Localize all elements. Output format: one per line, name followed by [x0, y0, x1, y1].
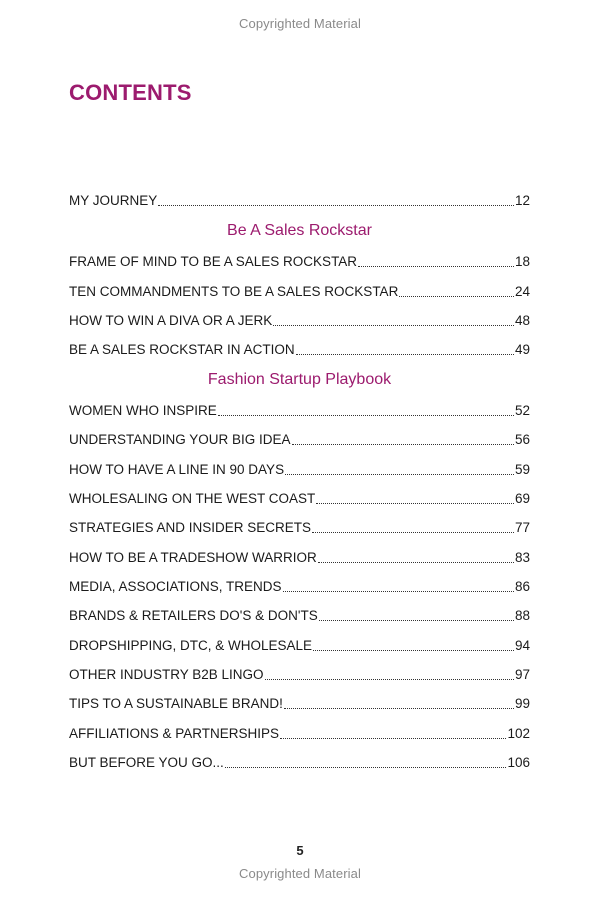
- dot-leader: [280, 737, 506, 739]
- copyright-watermark-bottom: Copyrighted Material: [239, 866, 361, 881]
- dot-leader: [218, 414, 514, 416]
- toc-entry[interactable]: [69, 665, 530, 685]
- toc-entry-page: 48: [514, 313, 530, 328]
- dot-leader: [225, 766, 507, 768]
- toc-entry[interactable]: [69, 636, 530, 656]
- section-heading: Fashion Startup Playbook: [207, 371, 392, 388]
- toc-entry-page: 102: [507, 726, 530, 741]
- toc-entry[interactable]: [69, 430, 530, 450]
- toc-entry-label: FRAME OF MIND TO BE A SALES ROCKSTAR: [69, 254, 358, 269]
- toc-entry-label: TEN COMMANDMENTS TO BE A SALES ROCKSTAR: [69, 284, 399, 299]
- toc-entry[interactable]: [69, 252, 530, 272]
- dot-leader: [318, 561, 514, 563]
- toc-entry-label: BE A SALES ROCKSTAR IN ACTION: [69, 342, 295, 357]
- toc-entry[interactable]: [69, 311, 530, 331]
- toc-entry[interactable]: [69, 489, 530, 509]
- toc-entry-page: 99: [514, 696, 530, 711]
- toc-entry[interactable]: [69, 191, 530, 211]
- toc-entry[interactable]: [69, 282, 530, 302]
- toc-entry-page: 18: [514, 254, 530, 269]
- toc-entry-page: 77: [514, 520, 530, 535]
- toc-entry[interactable]: [69, 577, 530, 597]
- dot-leader: [319, 619, 514, 621]
- toc-entry-page: 52: [514, 403, 530, 418]
- toc-entry-label: MEDIA, ASSOCIATIONS, TRENDS: [69, 579, 282, 594]
- toc-entry-page: 94: [514, 638, 530, 653]
- toc-entry-label: TIPS TO A SUSTAINABLE BRAND!: [69, 696, 283, 711]
- toc-entry-page: 49: [514, 342, 530, 357]
- toc-entry[interactable]: [69, 724, 530, 744]
- toc-entry-label: HOW TO HAVE A LINE IN 90 DAYS: [69, 462, 285, 477]
- toc-entry-label: STRATEGIES AND INSIDER SECRETS: [69, 520, 312, 535]
- toc-entry-page: 59: [514, 462, 530, 477]
- page-title: CONTENTS: [69, 80, 192, 105]
- dot-leader: [312, 531, 514, 533]
- toc-entry-page: 24: [514, 284, 530, 299]
- toc-entry-page: 83: [514, 550, 530, 565]
- page-number: 5: [296, 843, 304, 858]
- toc-entry-label: HOW TO BE A TRADESHOW WARRIOR: [69, 550, 317, 565]
- dot-leader: [316, 502, 514, 504]
- copyright-watermark-top: Copyrighted Material: [239, 16, 361, 31]
- toc-entry-label: MY JOURNEY: [69, 193, 158, 208]
- dot-leader: [273, 324, 514, 326]
- toc-entry-label: HOW TO WIN A DIVA OR A JERK: [69, 313, 273, 328]
- toc-entry-label: BUT BEFORE YOU GO...: [69, 755, 224, 770]
- dot-leader: [283, 590, 514, 592]
- toc-entry-page: 12: [514, 193, 530, 208]
- dot-leader: [284, 707, 514, 709]
- toc-entry[interactable]: [69, 753, 530, 773]
- toc-entry[interactable]: [69, 401, 530, 421]
- toc-entry-page: 86: [514, 579, 530, 594]
- toc-entry-page: 106: [507, 755, 530, 770]
- toc-entry-label: UNDERSTANDING YOUR BIG IDEA: [69, 432, 291, 447]
- toc-entry-page: 97: [514, 667, 530, 682]
- dot-leader: [285, 473, 514, 475]
- section-heading: Be A Sales Rockstar: [227, 222, 372, 239]
- toc-entry-label: WHOLESALING ON THE WEST COAST: [69, 491, 316, 506]
- toc-entry[interactable]: [69, 548, 530, 568]
- toc-entry-label: AFFILIATIONS & PARTNERSHIPS: [69, 726, 280, 741]
- dot-leader: [399, 295, 514, 297]
- toc-entry[interactable]: [69, 606, 530, 626]
- toc-entry[interactable]: [69, 518, 530, 538]
- dot-leader: [158, 204, 514, 206]
- toc-entry-label: WOMEN WHO INSPIRE: [69, 403, 217, 418]
- dot-leader: [313, 649, 514, 651]
- toc-entry-page: 69: [514, 491, 530, 506]
- dot-leader: [265, 678, 514, 680]
- dot-leader: [296, 353, 514, 355]
- toc-entry[interactable]: [69, 460, 530, 480]
- toc-entry[interactable]: [69, 340, 530, 360]
- toc-entry-label: OTHER INDUSTRY B2B LINGO: [69, 667, 264, 682]
- toc-entry[interactable]: [69, 694, 530, 714]
- dot-leader: [358, 265, 514, 267]
- dot-leader: [292, 443, 514, 445]
- toc-entry-label: BRANDS & RETAILERS DO'S & DON'TS: [69, 608, 318, 623]
- toc-entry-label: DROPSHIPPING, DTC, & WHOLESALE: [69, 638, 313, 653]
- toc-entry-page: 88: [514, 608, 530, 623]
- toc-entry-page: 56: [514, 432, 530, 447]
